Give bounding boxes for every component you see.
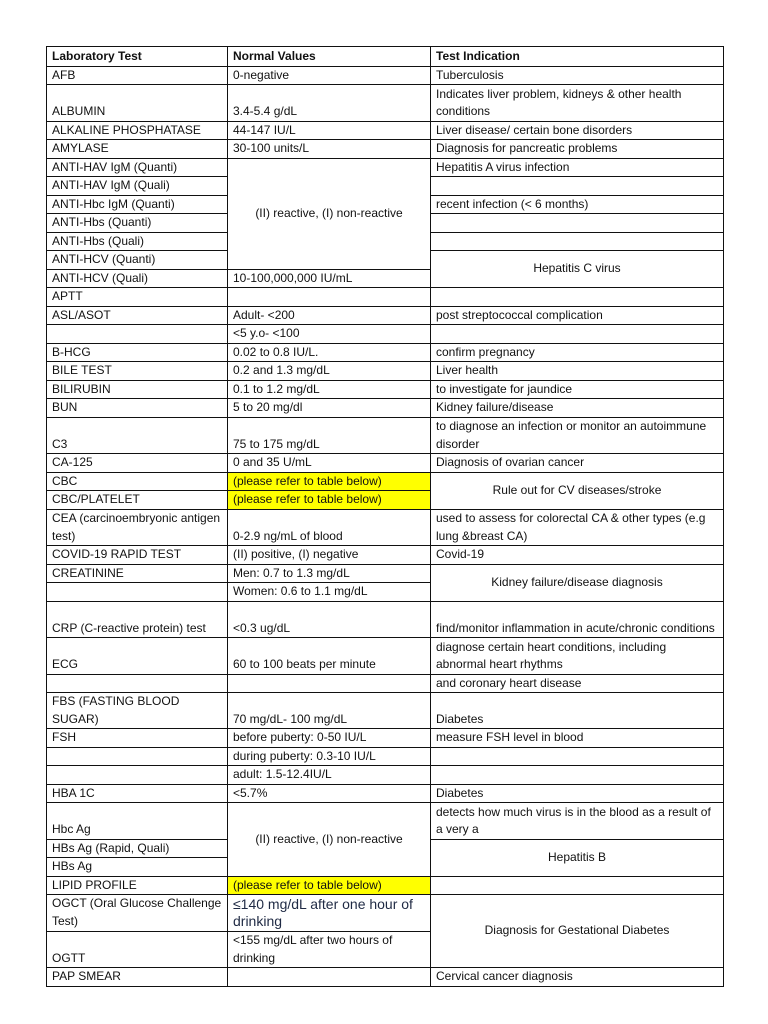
normal-value: ≤140 mg/dL after one hour of drinking: [228, 895, 431, 932]
header-laboratory-test: Laboratory Test: [47, 47, 228, 67]
test-indication: Diagnosis of ovarian cancer: [431, 454, 724, 473]
test-name: [47, 747, 228, 766]
normal-value: 44-147 IU/L: [228, 121, 431, 140]
normal-value: Men: 0.7 to 1.3 mg/dL: [228, 564, 431, 583]
table-row: [47, 454, 724, 473]
test-indication: find/monitor inflammation in acute/chronic conditions: [431, 601, 724, 638]
normal-value: [228, 288, 431, 307]
test-indication: Kidney failure/disease diagnosis: [431, 564, 724, 601]
normal-value: (II) reactive, (I) non-reactive: [228, 803, 431, 877]
test-name: CREATININE: [47, 564, 228, 583]
normal-value: 10-100,000,000 IU/mL: [228, 269, 431, 288]
normal-value: before puberty: 0-50 IU/L: [228, 729, 431, 748]
test-indication: measure FSH level in blood: [431, 729, 724, 748]
test-name: OGTT: [47, 931, 228, 968]
table-row: [47, 638, 724, 675]
test-name: ANTI-Hbs (Quanti): [47, 214, 228, 233]
table-row: [47, 380, 724, 399]
normal-value: <5 y.o- <100: [228, 325, 431, 344]
normal-value-highlighted: (please refer to table below): [228, 491, 431, 510]
test-name: B-HCG: [47, 343, 228, 362]
test-indication: Tuberculosis: [431, 66, 724, 85]
table-row: [47, 472, 724, 491]
test-indication: diagnose certain heart conditions, including abnormal heart rhythms: [431, 638, 724, 675]
normal-value: 70 mg/dL- 100 mg/dL: [228, 693, 431, 729]
table-row: [47, 509, 724, 546]
normal-value: 30-100 units/L: [228, 140, 431, 159]
test-name: ANTI-HAV IgM (Quanti): [47, 158, 228, 177]
test-name: [47, 674, 228, 693]
test-name: AFB: [47, 66, 228, 85]
normal-value: Adult- <200: [228, 306, 431, 325]
normal-value-highlighted: (please refer to table below): [228, 472, 431, 491]
test-name: CBC/PLATELET: [47, 491, 228, 510]
normal-value: [228, 674, 431, 693]
test-indication: Diagnosis for Gestational Diabetes: [431, 895, 724, 968]
test-indication: Cervical cancer diagnosis: [431, 968, 724, 987]
header-test-indication: Test Indication: [431, 47, 724, 67]
test-name: CRP (C-reactive protein) test: [47, 601, 228, 638]
test-indication: Diabetes: [431, 784, 724, 803]
test-name: ALKALINE PHOSPHATASE: [47, 121, 228, 140]
test-indication: Liver disease/ certain bone disorders: [431, 121, 724, 140]
test-name: [47, 766, 228, 785]
normal-value: <0.3 ug/dL: [228, 601, 431, 638]
test-indication: used to assess for colorectal CA & other types (e.g lung &breast CA): [431, 509, 724, 546]
test-indication: Rule out for CV diseases/stroke: [431, 472, 724, 509]
test-indication: recent infection (< 6 months): [431, 195, 724, 214]
test-name: BILIRUBIN: [47, 380, 228, 399]
normal-value: [228, 968, 431, 987]
test-indication: [431, 766, 724, 785]
test-name: LIPID PROFILE: [47, 876, 228, 895]
table-row: [47, 766, 724, 785]
table-row: [47, 85, 724, 122]
table-row: [47, 66, 724, 85]
test-name: PAP SMEAR: [47, 968, 228, 987]
table-row: [47, 325, 724, 344]
test-indication: post streptococcal complication: [431, 306, 724, 325]
test-indication: [431, 232, 724, 251]
table-row: [47, 674, 724, 693]
normal-value: 0.1 to 1.2 mg/dL: [228, 380, 431, 399]
test-name: ANTI-HAV IgM (Quali): [47, 177, 228, 196]
test-indication: [431, 747, 724, 766]
test-name: CA-125: [47, 454, 228, 473]
test-name: Hbc Ag: [47, 803, 228, 840]
normal-value: 5 to 20 mg/dl: [228, 399, 431, 418]
test-name: C3: [47, 417, 228, 454]
table-row: [47, 803, 724, 840]
test-indication: and coronary heart disease: [431, 674, 724, 693]
table-row: [47, 693, 724, 729]
normal-value: <5.7%: [228, 784, 431, 803]
lab-reference-table: [46, 46, 724, 987]
table-row: [47, 417, 724, 454]
test-name: HBA 1C: [47, 784, 228, 803]
normal-value: 75 to 175 mg/dL: [228, 417, 431, 454]
test-name: ANTI-HCV (Quanti): [47, 251, 228, 270]
test-name: HBs Ag: [47, 858, 228, 877]
test-name: [47, 325, 228, 344]
test-name: BILE TEST: [47, 362, 228, 381]
normal-value: Women: 0.6 to 1.1 mg/dL: [228, 583, 431, 602]
test-name: AMYLASE: [47, 140, 228, 159]
test-indication: Hepatitis B: [431, 839, 724, 876]
normal-value: <155 mg/dL after two hours of drinking: [228, 931, 431, 968]
test-indication: Liver health: [431, 362, 724, 381]
test-name: ALBUMIN: [47, 85, 228, 122]
table-row: [47, 546, 724, 565]
table-row: [47, 784, 724, 803]
test-indication: Diabetes: [431, 693, 724, 729]
normal-value: 0.2 and 1.3 mg/dL: [228, 362, 431, 381]
test-indication: [431, 214, 724, 233]
table-row: [47, 968, 724, 987]
test-name: FSH: [47, 729, 228, 748]
table-row: [47, 876, 724, 895]
table-row: [47, 747, 724, 766]
test-name: COVID-19 RAPID TEST: [47, 546, 228, 565]
test-indication: Kidney failure/disease: [431, 399, 724, 418]
test-indication: to investigate for jaundice: [431, 380, 724, 399]
test-name: APTT: [47, 288, 228, 307]
normal-value: 3.4-5.4 g/dL: [228, 85, 431, 122]
test-indication: to diagnose an infection or monitor an autoimmune disorder: [431, 417, 724, 454]
test-name: [47, 583, 228, 602]
table-row: [47, 288, 724, 307]
test-name: HBs Ag (Rapid, Quali): [47, 839, 228, 858]
test-name: ANTI-HCV (Quali): [47, 269, 228, 288]
table-row: [47, 140, 724, 159]
test-name: ANTI-Hbc IgM (Quanti): [47, 195, 228, 214]
normal-value: 0-2.9 ng/mL of blood: [228, 509, 431, 546]
test-indication: [431, 325, 724, 344]
test-indication: confirm pregnancy: [431, 343, 724, 362]
test-name: CBC: [47, 472, 228, 491]
table-row: [47, 158, 724, 177]
table-row: [47, 121, 724, 140]
table-row: [47, 601, 724, 638]
test-name: CEA (carcinoembryonic antigen test): [47, 509, 228, 546]
table-row: [47, 343, 724, 362]
table-row: [47, 306, 724, 325]
normal-value: during puberty: 0.3-10 IU/L: [228, 747, 431, 766]
test-indication: [431, 876, 724, 895]
table-row: [47, 399, 724, 418]
test-indication: detects how much virus is in the blood as a result of a very a: [431, 803, 724, 840]
table-row: [47, 895, 724, 932]
normal-value: (II) positive, (I) negative: [228, 546, 431, 565]
test-name: FBS (FASTING BLOOD SUGAR): [47, 693, 228, 729]
normal-value: 0 and 35 U/mL: [228, 454, 431, 473]
table-row: [47, 564, 724, 583]
table-row: [47, 729, 724, 748]
test-name: ECG: [47, 638, 228, 675]
table-row: [47, 362, 724, 381]
test-name: ANTI-Hbs (Quali): [47, 232, 228, 251]
normal-value-highlighted: (please refer to table below): [228, 876, 431, 895]
test-name: BUN: [47, 399, 228, 418]
normal-value: 60 to 100 beats per minute: [228, 638, 431, 675]
test-name: ASL/ASOT: [47, 306, 228, 325]
test-indication: Hepatitis C virus: [431, 251, 724, 288]
header-normal-values: Normal Values: [228, 47, 431, 67]
normal-value: (II) reactive, (I) non-reactive: [228, 158, 431, 269]
normal-value: 0.02 to 0.8 IU/L.: [228, 343, 431, 362]
test-indication: [431, 177, 724, 196]
normal-value: adult: 1.5-12.4IU/L: [228, 766, 431, 785]
test-indication: Indicates liver problem, kidneys & other health conditions: [431, 85, 724, 122]
test-indication: [431, 288, 724, 307]
test-indication: Hepatitis A virus infection: [431, 158, 724, 177]
test-indication: Covid-19: [431, 546, 724, 565]
normal-value: 0-negative: [228, 66, 431, 85]
test-name: OGCT (Oral Glucose Challenge Test): [47, 895, 228, 932]
test-indication: Diagnosis for pancreatic problems: [431, 140, 724, 159]
